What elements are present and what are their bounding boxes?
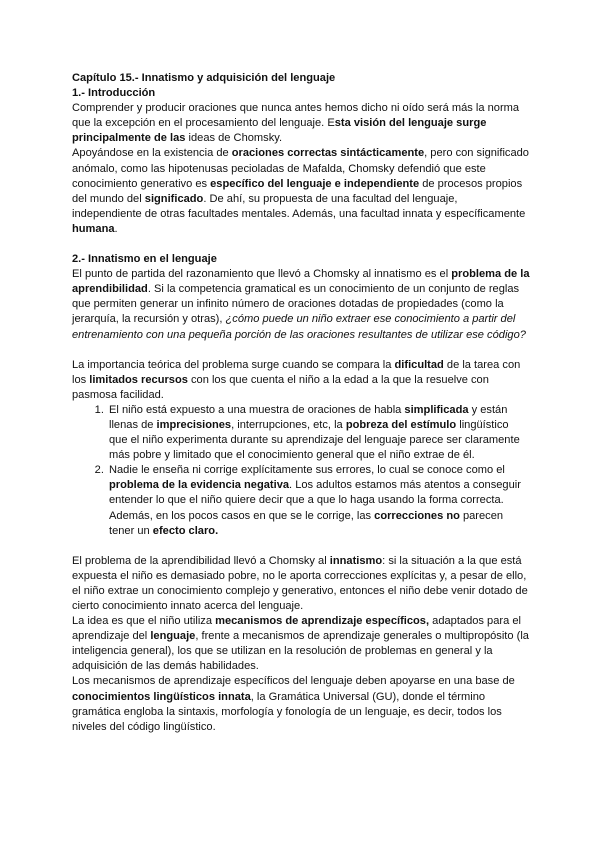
paragraph-innatismo-4: La idea es que el niño utiliza mecanismos de aprendizaje específicos, adaptados para el aprendizaje del lenguaje, frente a mecanismos de aprendizaje generales o multipropósito (la inteligencia general), los que se utilizan en la resolución de problemas en general y la adquisición de las demás habilidades. bbox=[72, 615, 529, 673]
spacer bbox=[72, 237, 530, 252]
list-item: 1. El niño está expuesto a una muestra de oraciones de habla simplificada y están llenas de imprecisiones, interrupciones, etc, la pobreza del estímulo lingüístico que el niño experimenta durante su aprendizaje del lenguaje parece ser claramente más pobre y limitado que el conocimiento general que el niño extrae de él. bbox=[107, 403, 530, 463]
chapter-title: Capítulo 15.- Innatismo y adquisición del lenguaje bbox=[72, 72, 336, 84]
section-heading-intro: 1.- Introducción bbox=[72, 87, 156, 100]
numbered-list bbox=[72, 403, 530, 539]
document-page bbox=[72, 71, 530, 735]
spacer bbox=[72, 343, 530, 358]
paragraph-intro-2: Apoyándose en la existencia de oraciones correctas sintácticamente, pero con significado anómalo, como las hipotenusas pecioladas de Mafalda, Chomsky defendió que este conocimiento generativo es específico del lenguaje e independiente de procesos propios del mundo del significado. De ahí, su propuesta de una facultad del lenguaje, independiente de otras facultades mentales. Además, una facultad innata y específicamente humana. bbox=[72, 147, 529, 235]
paragraph-intro-1: Comprender y producir oraciones que nunca antes hemos dicho ni oído será más la norma que la excepción en el procesamiento del lenguaje. Esta visión del lenguaje surge principalmente de las ideas de Chomsky. bbox=[72, 102, 520, 145]
paragraph-innatismo-3: El problema de la aprendibilidad llevó a Chomsky al innatismo: si la situación a la que está expuesta el niño es demasiado pobre, no le aporta correcciones explícitas y, a pesar de ello, el niño extrae un conocimiento complejo y generativo, entonces el niño debe venir dotado de cierto conocimiento innato acerca del lenguaje. bbox=[72, 554, 528, 612]
paragraph-innatismo-2: La importancia teórica del problema surge cuando se compara la dificultad de la tarea con los limitados recursos con los que cuenta el niño a la edad a la que la resuelve con pasmosa facilidad. bbox=[72, 358, 521, 401]
paragraph-innatismo-1: El punto de partida del razonamiento que llevó a Chomsky al innatismo es el problema de la aprendibilidad. Si la competencia gramatical es un conocimiento de un conjunto de reglas que permiten generar un infinito número de oraciones dotadas de propiedades (como la jerarquía, la recursión y otras), ¿cómo puede un niño extraer ese conocimiento a partir del entrenamiento con una pequeña porción de las oraciones resultantes de utilizar ese código? bbox=[72, 268, 530, 341]
paragraph-innatismo-5: Los mecanismos de aprendizaje específicos del lenguaje deben apoyarse en una base de conocimientos lingüísticos innata, la Gramática Universal (GU), donde el término gramática engloba la sintaxis, morfología y fonología de un lenguaje, es decir, todos los niveles del código lingüístico. bbox=[72, 675, 515, 733]
list-item: 2. Nadie le enseña ni corrige explícitamente sus errores, lo cual se conoce como el problema de la evidencia negativa. Los adultos estamos más atentos a conseguir entender lo que el niño quiere decir que a que lo haga usando la forma correcta. Además, en los pocos casos en que se le corrige, las correcciones no parecen tener un efecto claro. bbox=[107, 463, 530, 538]
spacer bbox=[72, 539, 530, 554]
section-heading-innatismo: 2.- Innatismo en el lenguaje bbox=[72, 253, 217, 266]
